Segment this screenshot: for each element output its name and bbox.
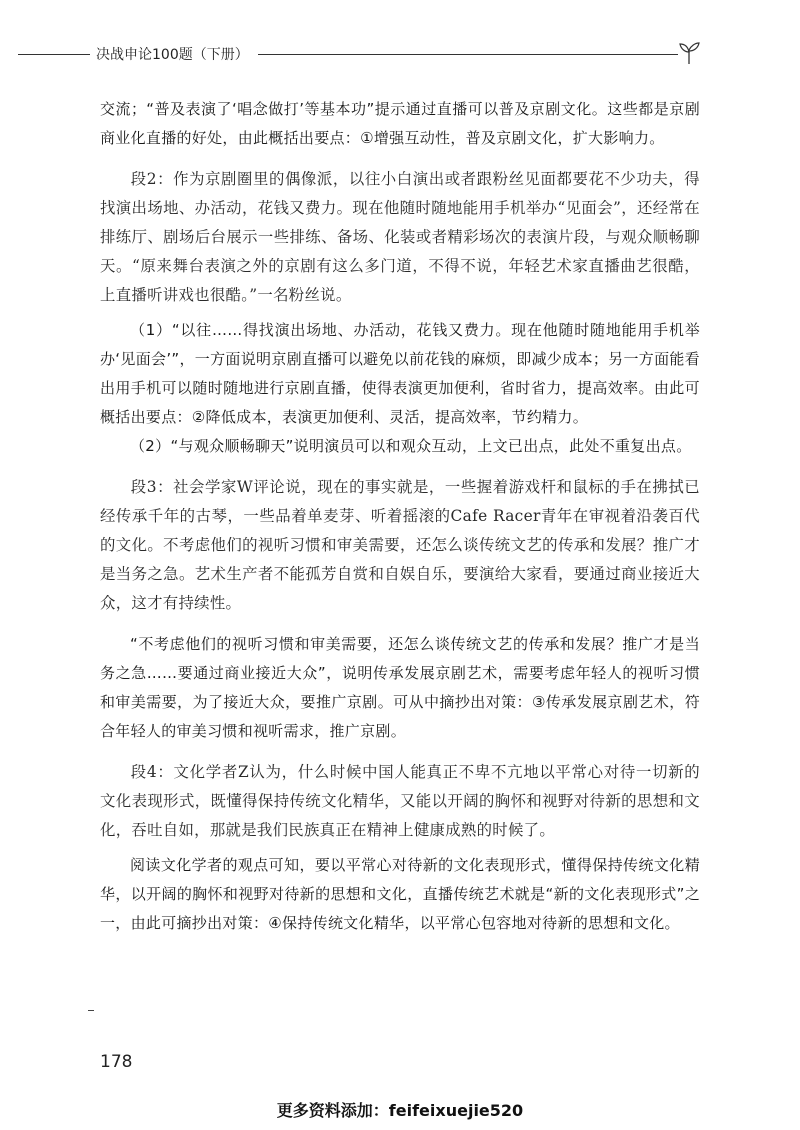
- page-number: 178: [100, 1052, 133, 1072]
- header-rule-left: [18, 54, 90, 55]
- paragraph-intro-answer: 交流；“普及表演了‘唱念做打’等基本功”提示通过直播可以普及京剧文化。这些都是京剧商业化直播的好处，由此概括出要点：①增强互动性，普及京剧文化，扩大影响力。: [100, 100, 700, 147]
- paragraph-material-3: 段3：社会学家W评论说，现在的事实就是，一些握着游戏杆和鼠标的手在拂拭已经传承千年的古琴，一些品着单麦芽、听着摇滚的Cafe Racer青年在审视着沿袭百代的文化。不考虑他们的视听习惯和审美需要，还怎么谈传统文艺的传承和发展？推广才是当务之急。艺术生产者不能孤芳自赏和自娱自乐，要演给大家看，要通过商业接近大众，这才有持续性。: [100, 478, 700, 612]
- paragraph-analysis-2-1: （1）“以往……得找演出场地、办活动，花钱又费力。现在他随时随地能用手机举办‘见面会’”，一方面说明京剧直播可以避免以前花钱的麻烦，即减少成本；另一方面能看出用手机可以随时随地进行京剧直播，使得表演更加便利，省时省力，提高效率。由此可概括出要点：②降低成本，表演更加便利、灵活，提高效率，节约精力。: [100, 321, 700, 426]
- paragraph-material-4: 段4：文化学者Z认为，什么时候中国人能真正不卑不亢地以平常心对待一切新的文化表现形式，既懂得保持传统文化精华，又能以开阔的胸怀和视野对待新的思想和文化，吞吐自如，那就是我们民族真正在精神上健康成熟的时候了。: [100, 763, 700, 839]
- margin-mark: [88, 1010, 94, 1011]
- paragraph-analysis-4: 阅读文化学者的观点可知，要以平常心对待新的文化表现形式，懂得保持传统文化精华，以开阔的胸怀和视野对待新的思想和文化，直播传统艺术就是“新的文化表现形式”之一，由此可摘抄出对策：④保持传统文化精华，以平常心包容地对待新的思想和文化。: [100, 856, 700, 932]
- book-title: 决战申论100题（下册）: [96, 47, 249, 63]
- paragraph-material-2: 段2：作为京剧圈里的偶像派，以往小白演出或者跟粉丝见面都要花不少功夫，得找演出场地、办活动，花钱又费力。现在他随时随地能用手机举办“见面会”，还经常在排练厅、剧场后台展示一些排练、备场、化装或者精彩场次的表演片段，与观众顺畅聊天。“原来舞台表演之外的京剧有这么多门道，不得不说，年轻艺术家直播曲艺很酷，上直播听讲戏也很酷。”一名粉丝说。: [100, 170, 700, 304]
- header-rule-right: [258, 54, 678, 55]
- running-header: [0, 40, 800, 70]
- footer-note: 更多资料添加：feifeixuejie520: [276, 1101, 524, 1120]
- paragraph-analysis-2-2: （2）“与观众顺畅聊天”说明演员可以和观众互动，上文已出点，此处不重复出点。: [130, 437, 692, 455]
- sprout-icon: [676, 40, 702, 66]
- paragraph-analysis-3: “不考虑他们的视听习惯和审美需要，还怎么谈传统文艺的传承和发展？推广才是当务之急……要通过商业接近大众”，说明传承发展京剧艺术，需要考虑年轻人的视听习惯和审美需要，为了接近大众，要推广京剧。可从中摘抄出对策：③传承发展京剧艺术，符合年轻人的审美习惯和视听需求，推广京剧。: [100, 635, 700, 740]
- page-body: [100, 95, 700, 938]
